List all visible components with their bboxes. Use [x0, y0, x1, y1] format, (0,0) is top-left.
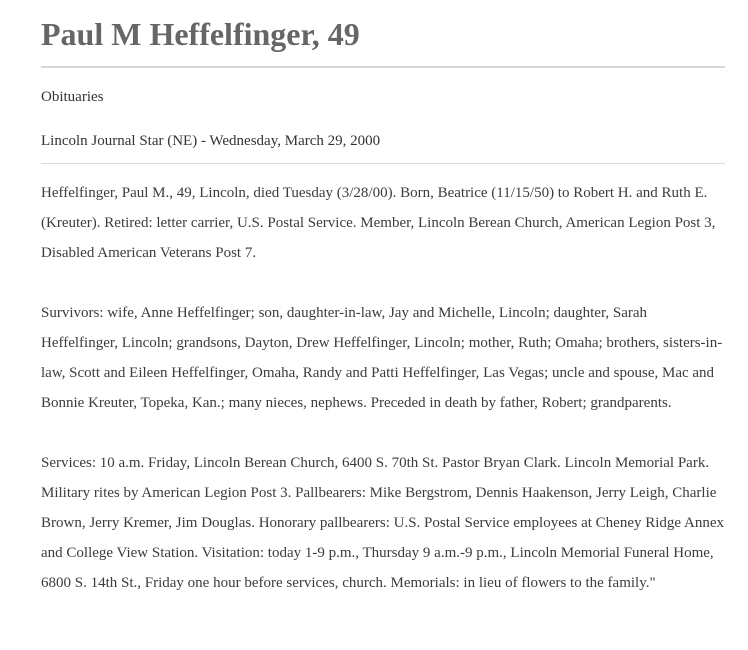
paragraph-survivors: Survivors: wife, Anne Heffelfinger; son, daughter-in-law, Jay and Michelle, Lincoln; daughter, Sarah Heffelfinger, Lincoln; grandsons, Dayton, Drew Heffelfinger, Lincoln; mother, Ruth; Omaha; brothers, sisters-in-law, Scott and Eileen Heffelfinger, Omaha, Randy and Patti Heffelfinger, Las Vegas; uncle and spouse, Mac and Bonnie Kreuter, Topeka, Kan.; many nieces, nephews. Preceded in death by father, Robert; grandparents. — [41, 305, 723, 411]
title-divider — [41, 66, 725, 68]
page-title: Paul M Heffelfinger, 49 — [41, 16, 360, 52]
obituary-article — [41, 0, 725, 598]
article-body — [41, 178, 725, 598]
source-line: Lincoln Journal Star (NE) - Wednesday, March 29, 2000 — [41, 133, 381, 149]
category-label: Obituaries — [41, 89, 104, 105]
source-divider — [41, 163, 725, 164]
paragraph-biography: Heffelfinger, Paul M., 49, Lincoln, died Tuesday (3/28/00). Born, Beatrice (11/15/50) to Robert H. and Ruth E. (Kreuter). Retired: letter carrier, U.S. Postal Service. Member, Lincoln Berean Church, American Legion Post 3, Disabled American Veterans Post 7. — [41, 185, 716, 261]
paragraph-services: Services: 10 a.m. Friday, Lincoln Berean Church, 6400 S. 70th St. Pastor Bryan Clark. Lincoln Memorial Park. Military rites by American Legion Post 3. Pallbearers: Mike Bergstrom, Dennis Haakenson, Jerry Leigh, Charlie Brown, Jerry Kremer, Jim Douglas. Honorary pallbearers: U.S. Postal Service employees at Cheney Ridge Annex and College View Station. Visitation: today 1-9 p.m., Thursday 9 a.m.-9 p.m., Lincoln Memorial Funeral Home, 6800 S. 14th St., Friday one hour before services, church. Memorials: in lieu of flowers to the family." — [41, 455, 724, 591]
